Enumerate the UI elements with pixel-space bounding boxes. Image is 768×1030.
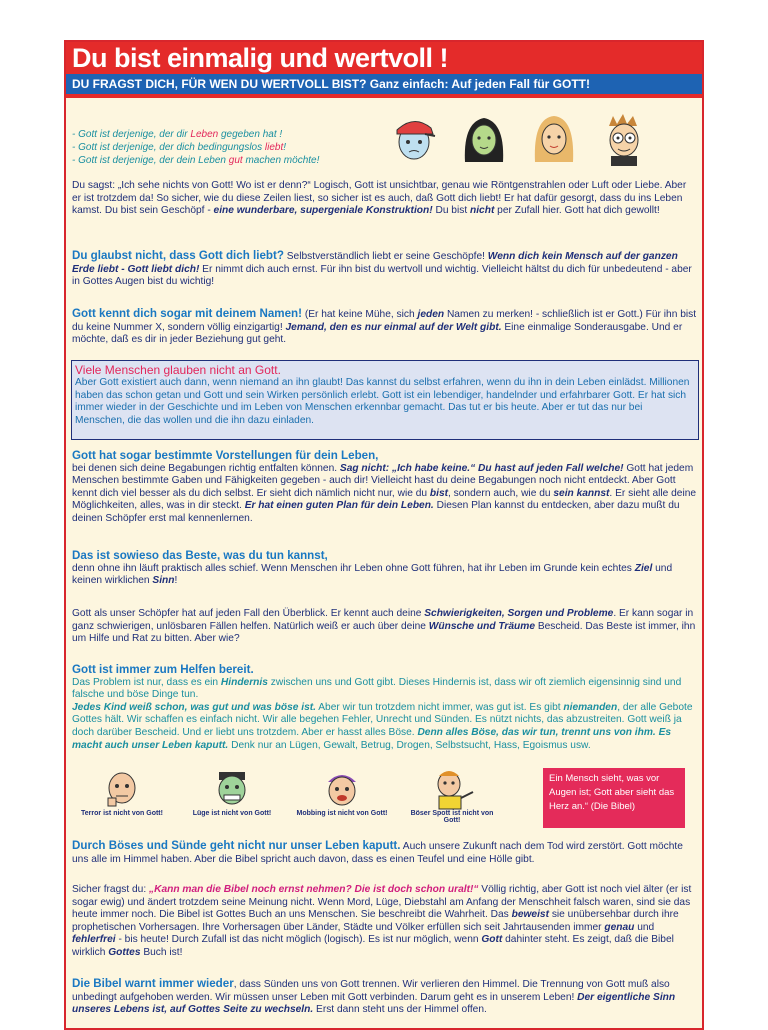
paragraph-ueberblick: Gott als unser Schöpfer hat auf jeden Fall den Überblick. Er kennt auch deine Schwierigkeiten, Sorgen und Probleme. Er kann sogar in ganz schwierigen, unlösbaren Fällen helfen. Natürlich weiß er auch über deine Wünsche und Träume Bescheid. Das Beste ist immer, ihn um Hilfe und Rat zu bitten. Aber wie? [72,608,696,645]
mobbing-face-icon [322,768,362,810]
intro-line-3: - Gott ist derjenige, der dein Leben gut machen möchte! [72,155,320,166]
highlight-box [71,360,699,440]
spott-label: Böser Spott ist nicht von Gott! [410,810,494,824]
boy-face-icon [391,112,437,166]
boy-glasses-face-icon [601,112,647,166]
highlight-box-text: Aber Gott existiert auch dann, wenn niemand an ihn glaubt! Das kannst du selbst erfahren, wenn du ihn in dein Leben einlädst. Millionen haben das schon getan und Gott und sein Wirken persönlich erlebt. Gott ist ein lebendiger, handelnder und erfahrbarer Gott. Er hat sich immer wieder in der Geschichte und im Leben von Menschen erkennbar gemacht. Das tut er bis heute. Aber er tut das nur bei Menschen, die das wollen und die ihn dazu einladen. [75,377,690,426]
terror-item [72,768,172,817]
paragraph-unsichtbar: Du sagst: „Ich sehe nichts von Gott! Wo ist er denn?“ Logisch, Gott ist unsichtbar, genau wie Röntgenstrahlen oder Luft oder Liebe. Aber er ist trotzdem da! So sicher, wie du diese Zeilen liest, so sicher ist es auch, daß Gott dich liebt! Er hat dafür gesorgt, dass du ins Leben kamst. Du bist sein Geschöpf - eine wunderbare, supergeniale Konstruktion! Du bist nicht per Zufall hier. Gott hat dich gewollt! [72,180,687,217]
paragraph-vorstellungen: Gott hat sogar bestimmte Vorstellungen für dein Leben, bei denen sich deine Begabungen richtig entfalten können. Sag nicht: „Ich habe keine.“ Du hast auf jeden Fall welche! Gott hat jedem Menschen bestimmte Gaben und Fähigkeiten gegeben - auch dir! Vielleicht hast du deine Begabungen noch nicht entdeckt. Aber Gott kennt dich viel besser als du dich selbst. Er sieht dich nämlich nicht nur, wie du bist, sondern auch, wie du sein kannst. Er sieht alle deine Möglichkeiten, alles, was in dir steckt. Er hat einen guten Plan für dein Leben. Diesen Plan kannst du entdecken, aber dazu mußt du deinen Schöpfer erst mal kennenlernen. [72,449,697,524]
mobbing-item [292,768,392,817]
paragraph-zukunft: Durch Böses und Sünde geht nicht nur unser Leben kaputt. Auch unsere Zukunft nach dem Tod wird zerstört. Gott möchte uns alle im Himmel haben. Aber die Bibel spricht auch davon, dass es einen Teufel und eine Hölle gibt. [72,839,683,865]
bible-quote-box: Ein Mensch sieht, was vor Augen ist; Gott aber sieht das Herz an.“ (Die Bibel) [543,768,685,828]
spott-item [402,768,502,824]
highlight-box-heading: Viele Menschen glauben nicht an Gott. [75,363,281,377]
paragraph-name: Gott kennt dich sogar mit deinem Namen! (Er hat keine Mühe, sich jeden Namen zu merken! - schließlich ist er Gott.) Für ihn bist du keine Nummer X, sondern völlig einzigartig! Jemand, den es nur einmal auf der Welt gibt. Eine einmalige Sonderausgabe. Und er möchte, daß es dir in jeder Beziehung gut geht. [72,307,697,346]
page-title: Du bist einmalig und wertvoll ! [66,42,702,74]
paragraph-bibel: Sicher fragst du: „Kann man die Bibel noch ernst nehmen? Die ist doch schon uralt!“ Völlig richtig, aber Gott ist noch viel älter (er ist sogar ewig) und ändert trotzdem seine Meinung nicht. Wenn Mord, Lüge, Diebstahl am Anfang der Menschheit falsch waren, sind sie das heute immer noch. Die Bibel ist Gottes Buch an uns Menschen. Sie beschreibt die Wahrheit. Das beweist sie unübersehbar durch ihre prophetischen Vorhersagen. Ihre Vorhersagen über Länder, Städte und Völker erfüllen sich seit Jahrtausenden immer genau und fehlerfrei - bis heute! Durch Zufall ist das nicht möglich (logisch). Es ist nur möglich, wenn Gott dahinter steht. Es zeigt, daß die Bibel wirklich Gottes Buch ist! [72,884,692,958]
terror-face-icon [102,768,142,810]
girl-dark-hair-face-icon [461,112,507,166]
luege-label: Lüge ist nicht von Gott! [192,810,272,817]
intro-list [72,128,372,167]
intro-line-1: - Gott ist derjenige, der dir Leben gegeben hat ! [72,129,283,140]
luege-item [182,768,282,817]
girl-blonde-face-icon [531,112,577,166]
luege-face-icon [212,768,252,810]
faces-illustration [391,112,681,168]
paragraph-das-beste: Das ist sowieso das Beste, was du tun kannst, denn ohne ihn läuft praktisch alles schief. Wenn Menschen ihr Leben ohne Gott führen, hat ihr Leben im Grunde kein echtes Ziel und keinen wirklichen Sinn! [72,549,673,587]
paragraph-liebe: Du glaubst nicht, dass Gott dich liebt? Selbstverständlich liebt er seine Geschöpfe! Wenn dich kein Mensch auf der ganzen Erde liebt - Gott liebt dich! Er nimmt dich auch ernst. Für ihn bist du wertvoll und wichtig. Vielleicht hältst du dich für unbedeutend - aber in Gottes Augen bist du wichtig! [72,249,692,288]
icons-row [72,768,542,828]
intro-line-2: - Gott ist derjenige, der dich bedingungslos liebt! [72,142,287,153]
paragraph-warnung: Die Bibel warnt immer wieder, dass Sünden uns von Gott trennen. Wir verlieren den Himmel. Die Trennung von Gott muß also unbedingt aufgehoben werden. Wir müssen unser Leben mit Gott verbinden. Darum geht es in unserem Leben! Der eigentliche Sinn unseres Lebens ist, auf Gottes Seite zu wechseln. Erst dann steht uns der Himmel offen. [72,977,676,1016]
leaflet [64,40,704,1030]
terror-label: Terror ist nicht von Gott! [81,810,163,817]
page-subtitle: DU FRAGST DICH, FÜR WEN DU WERTVOLL BIST? Ganz einfach: Auf jeden Fall für GOTT! [66,74,702,98]
mobbing-label: Mobbing ist nicht von Gott! [296,810,388,817]
spott-face-icon [429,768,475,810]
paragraph-helfen: Gott ist immer zum Helfen bereit. Das Problem ist nur, dass es ein Hindernis zwischen uns und Gott gibt. Dieses Hindernis ist, dass wir oft ziemlich eigensinnig sind und falsche und böse Dinge tun. Jedes Kind weiß schon, was gut und was böse ist. Aber wir tun trotzdem nicht immer, was gut ist. Es gibt niemanden, der alle Gebote Gottes hält. Wir schaffen es einfach nicht. Wir alle begehen Fehler, Unrecht und Sünden. Es nützt nichts, das abzustreiten. Gott weiß ja doch darüber Bescheid. Und er liebt uns trotzdem. Aber er hasst alles Böse. Denn alles Böse, das wir tun, trennt uns von ihm. Es macht auch unser Leben kaputt. Denk nur an Lügen, Gewalt, Betrug, Drogen, Selbstsucht, Hass, Egoismus usw. [72,663,693,751]
